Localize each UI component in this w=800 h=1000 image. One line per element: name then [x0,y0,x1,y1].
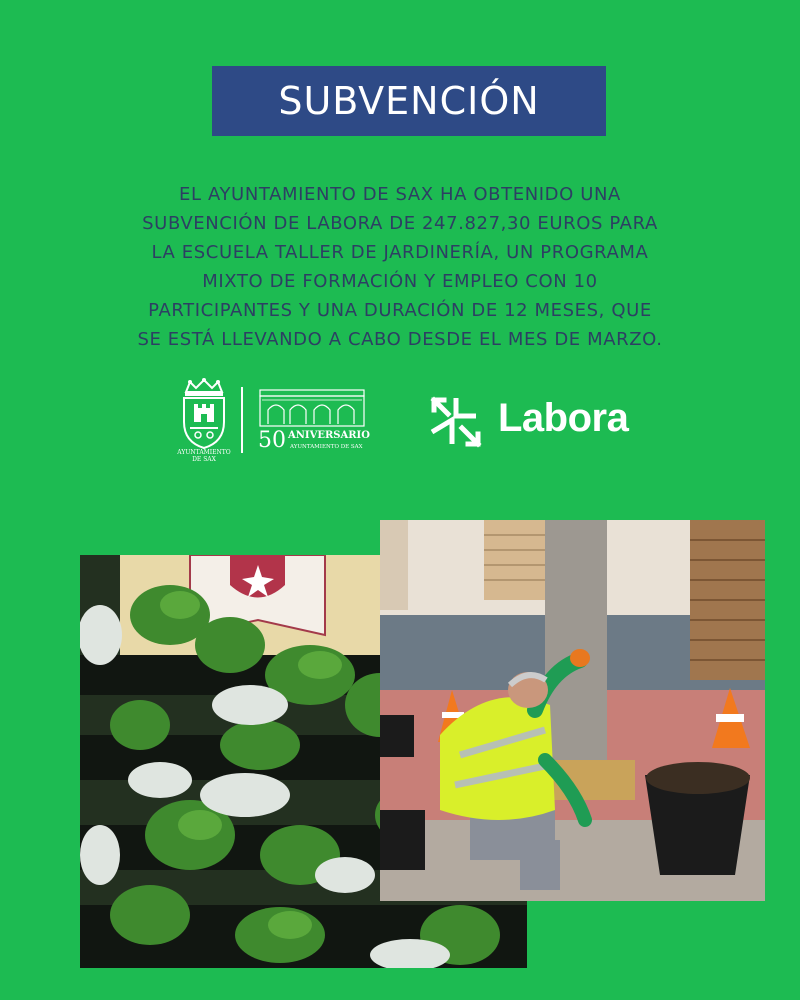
logo-divider [241,387,243,453]
announcement-line: EL AYUNTAMIENTO DE SAX HA OBTENIDO UNA [179,184,621,205]
announcement-line: LA ESCUELA TALLER DE JARDINERÍA, UN PROGRAMA [151,242,649,263]
announcement-text [100,180,700,354]
worker-photo [380,520,765,901]
title-banner [212,66,606,136]
building-facade-icon [258,388,366,428]
aniversario-word: ANIVERSARIO [288,430,370,441]
announcement-line: MIXTO DE FORMACIÓN Y EMPLEO CON 10 [202,271,598,292]
labora-arrows-icon [428,394,484,450]
aniversario-sub: AYUNTAMIENTO DE SAX [290,444,363,450]
aniversario-number: 50 [258,428,286,453]
page-title: SUBVENCIÓN [278,79,540,123]
announcement-line: SE ESTÁ LLEVANDO A CABO DESDE EL MES DE MARZO. [137,329,663,350]
labora-logo-text: Labora [498,396,629,440]
announcement-line: SUBVENCIÓN DE LABORA DE 247.827,30 EUROS PARA [142,213,658,234]
town-crest-label: AYUNTAMIENTO DE SAX [177,449,231,463]
announcement-line: PARTICIPANTES Y UNA DURACIÓN DE 12 MESES, QUE [148,300,652,321]
